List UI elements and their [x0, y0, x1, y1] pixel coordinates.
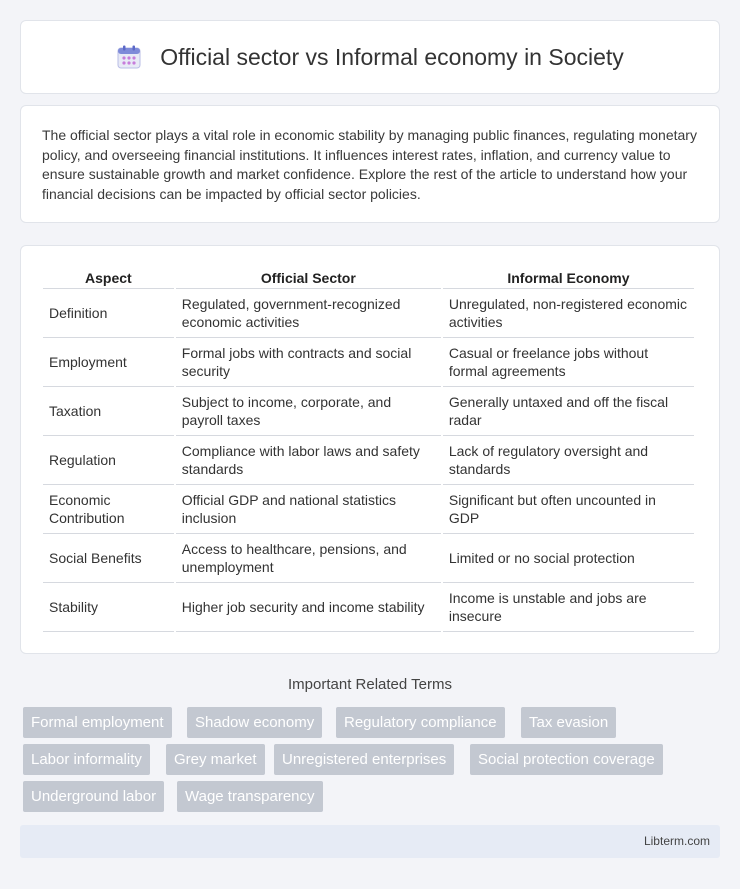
informal-economy-cell: Unregulated, non-registered economic activities [443, 289, 694, 338]
aspect-cell: Employment [43, 338, 174, 387]
intro-card [20, 105, 720, 223]
official-sector-cell: Formal jobs with contracts and social security [176, 338, 441, 387]
column-header-informal-economy: Informal Economy [443, 267, 694, 289]
comparison-table [41, 267, 696, 632]
related-term-tag[interactable]: Unregistered enterprises [274, 744, 454, 775]
table-row [43, 436, 694, 485]
related-term-tag[interactable]: Shadow economy [187, 707, 322, 738]
related-term-tag[interactable]: Underground labor [23, 781, 164, 812]
header-card [20, 20, 720, 94]
official-sector-cell: Subject to income, corporate, and payroll taxes [176, 387, 441, 436]
informal-economy-cell: Significant but often uncounted in GDP [443, 485, 694, 534]
related-term-tag[interactable]: Social protection coverage [470, 744, 663, 775]
informal-economy-cell: Generally untaxed and off the fiscal radar [443, 387, 694, 436]
official-sector-cell: Official GDP and national statistics inclusion [176, 485, 441, 534]
informal-economy-cell: Income is unstable and jobs are insecure [443, 583, 694, 632]
column-header-aspect: Aspect [43, 267, 174, 289]
table-row [43, 534, 694, 583]
related-term-tag[interactable]: Labor informality [23, 744, 150, 775]
page-title: Official sector vs Informal economy in Society [160, 43, 624, 70]
official-sector-cell: Compliance with labor laws and safety standards [176, 436, 441, 485]
aspect-cell: Definition [43, 289, 174, 338]
related-terms-title: Important Related Terms [288, 676, 452, 693]
table-row [43, 485, 694, 534]
column-header-official-sector: Official Sector [176, 267, 441, 289]
related-term-tag[interactable]: Regulatory compliance [336, 707, 505, 738]
informal-economy-cell: Lack of regulatory oversight and standards [443, 436, 694, 485]
informal-economy-cell: Limited or no social protection [443, 534, 694, 583]
related-term-tag[interactable]: Tax evasion [521, 707, 616, 738]
aspect-cell: Stability [43, 583, 174, 632]
footer [20, 825, 720, 858]
related-term-tag[interactable]: Grey market [166, 744, 265, 775]
official-sector-cell: Access to healthcare, pensions, and unemployment [176, 534, 441, 583]
aspect-cell: Social Benefits [43, 534, 174, 583]
table-header-row [43, 267, 694, 289]
table-row [43, 387, 694, 436]
official-sector-cell: Regulated, government-recognized economic activities [176, 289, 441, 338]
intro-text: The official sector plays a vital role in economic stability by managing public finances, regulating monetary policy, and overseeing financial institutions. It influences interest rates, inflation, and currency value to ensure sustainable growth and market confidence. Explore the rest of the article to understand how your financial decisions can be impacted by official sector policies. [42, 127, 697, 203]
aspect-cell: Economic Contribution [43, 485, 174, 534]
aspect-cell: Taxation [43, 387, 174, 436]
comparison-table-card [20, 245, 720, 654]
calendar-icon [116, 44, 142, 70]
header [116, 44, 624, 71]
aspect-cell: Regulation [43, 436, 174, 485]
table-row [43, 583, 694, 632]
table-row [43, 338, 694, 387]
informal-economy-cell: Casual or freelance jobs without formal agreements [443, 338, 694, 387]
official-sector-cell: Higher job security and income stability [176, 583, 441, 632]
related-term-tag[interactable]: Formal employment [23, 707, 172, 738]
related-term-tag[interactable]: Wage transparency [177, 781, 323, 812]
table-row [43, 289, 694, 338]
footer-site-name[interactable]: Libterm.com [643, 834, 710, 848]
